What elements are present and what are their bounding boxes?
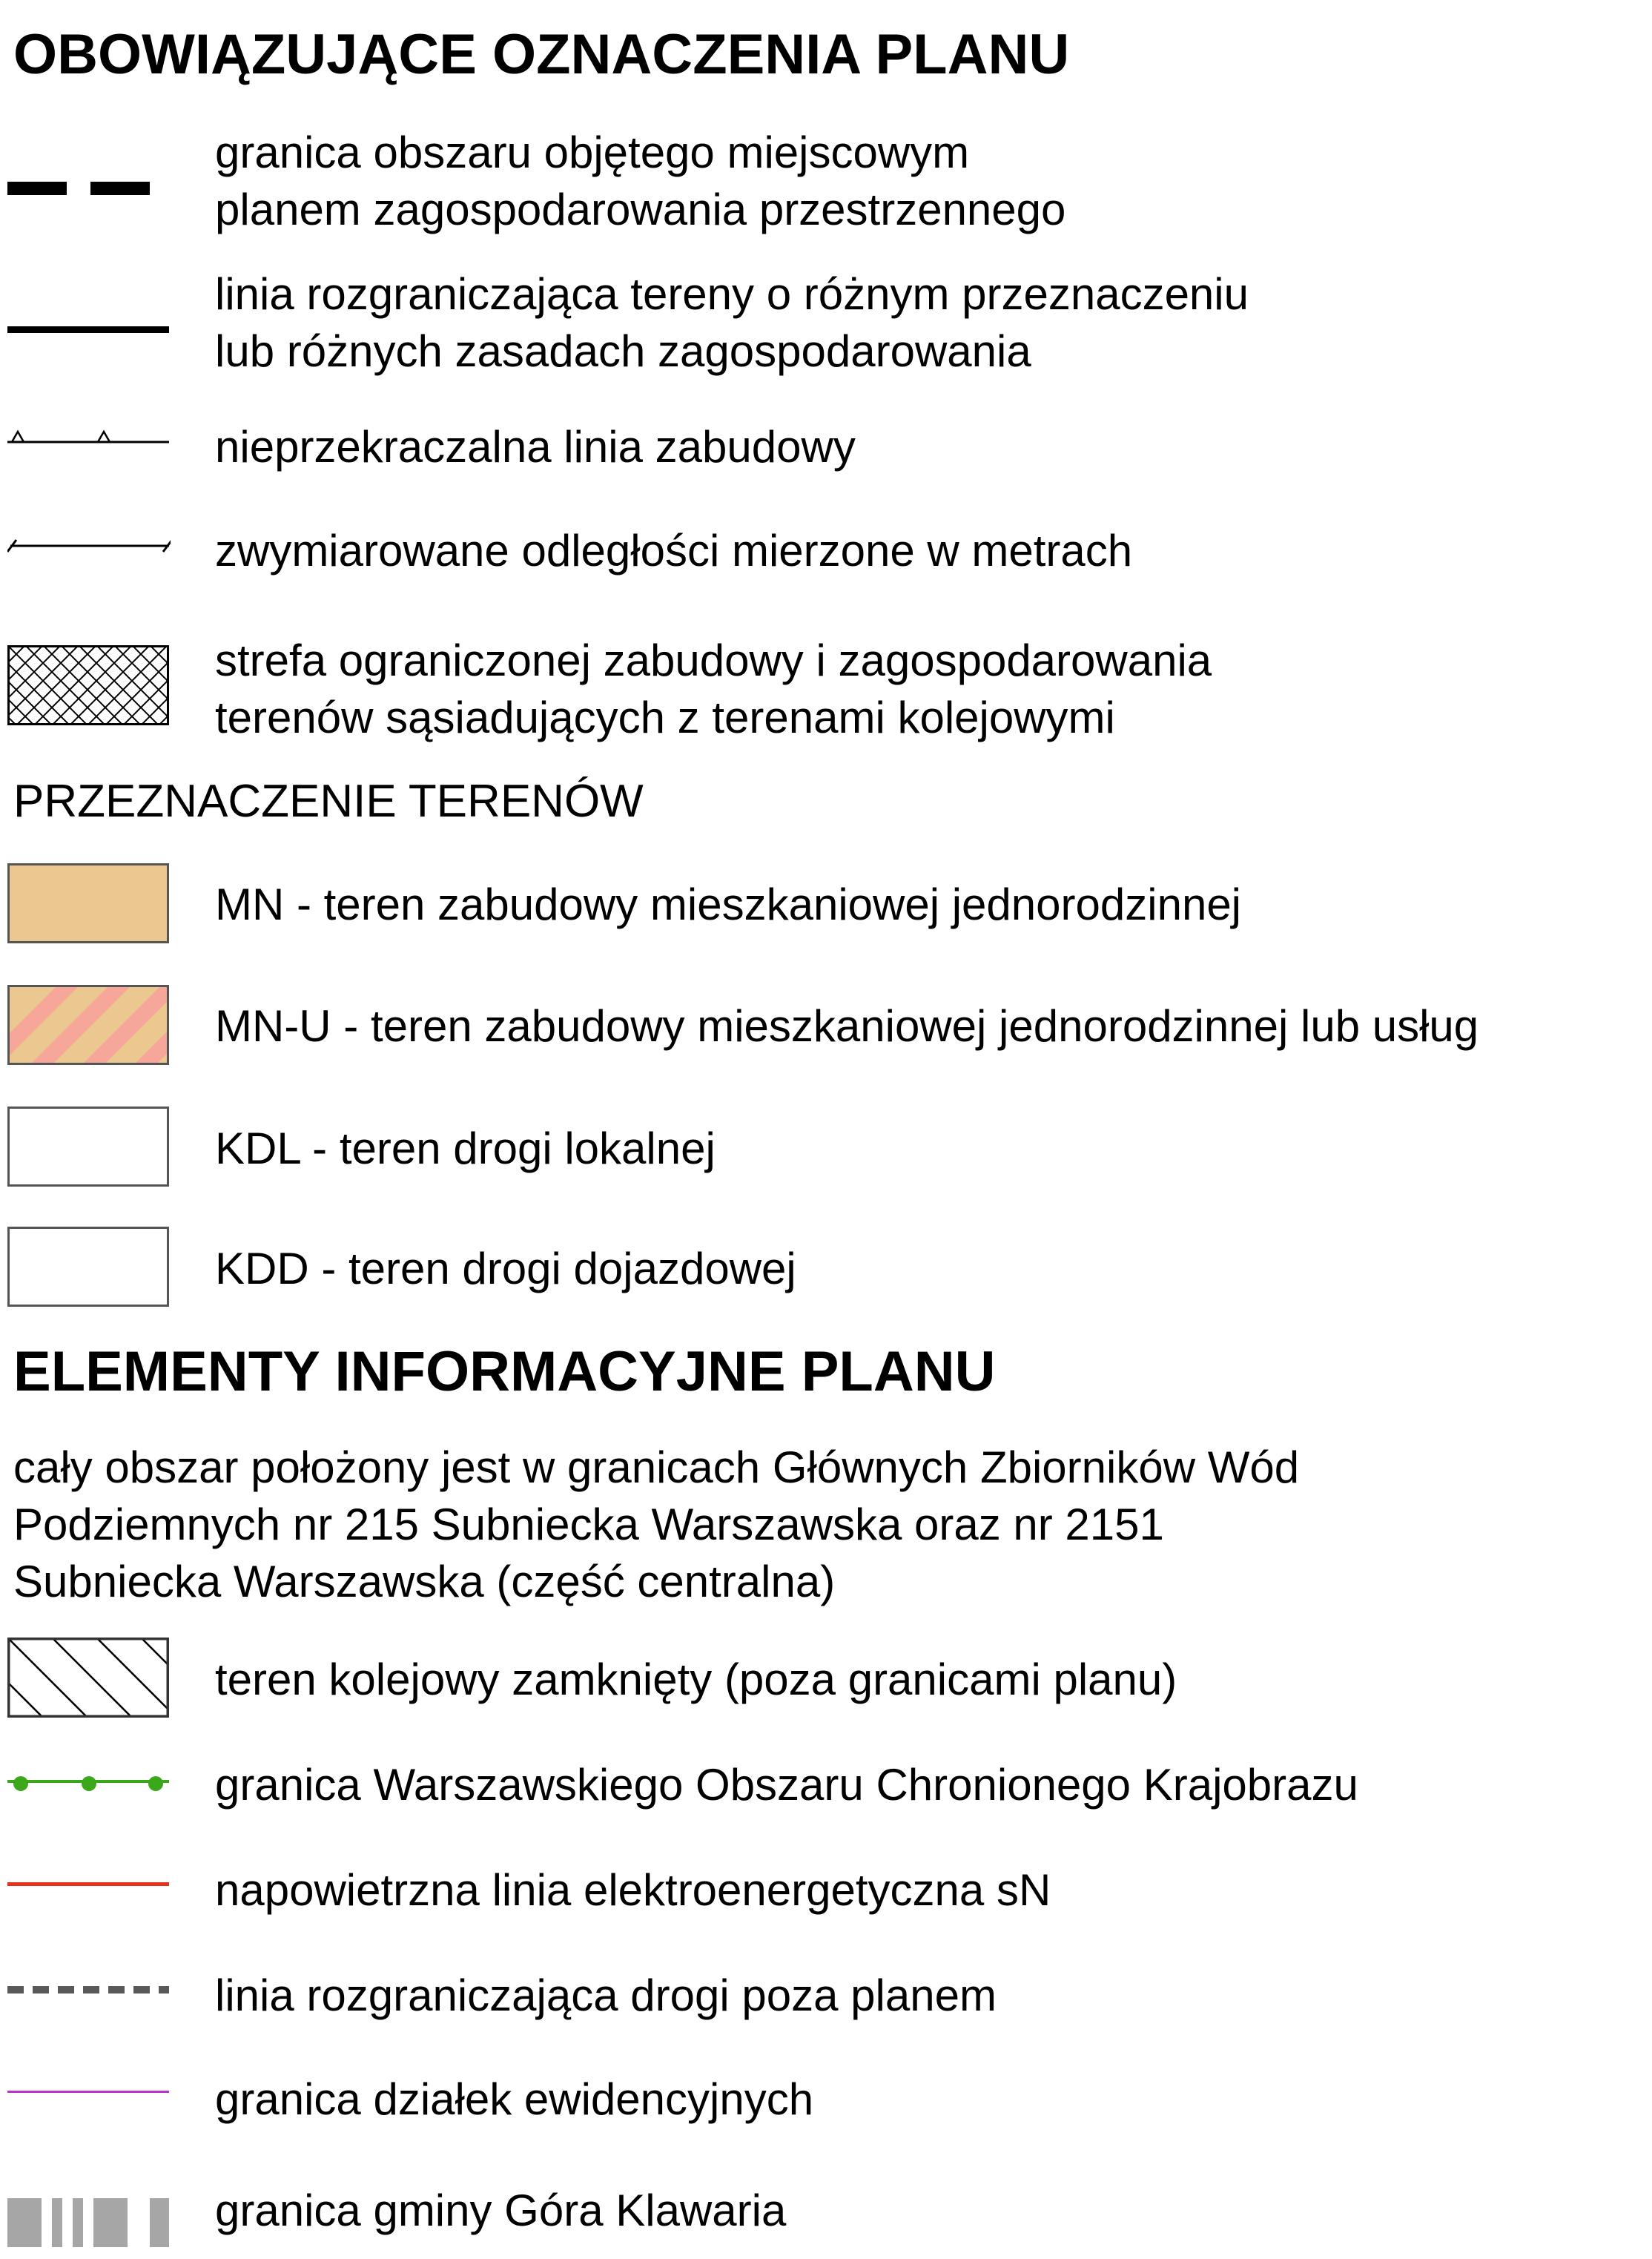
legend-label-dividing-line-1: linia rozgraniczająca tereny o różnym przeznaczeniu bbox=[215, 269, 1249, 319]
legend-label-power-line: napowietrzna linia elektroenergetyczna sN bbox=[215, 1865, 1051, 1915]
heading-informative-elements: ELEMENTY INFORMACYJNE PLANU bbox=[13, 1340, 996, 1403]
gray-dashed-line-icon bbox=[7, 1983, 171, 1998]
subheading-land-use: PRZEZNACZENIE TERENÓW bbox=[13, 776, 644, 827]
legend-label-plan-boundary-1: granica obszaru objętego miejscowym bbox=[215, 128, 970, 177]
legend-label-road-line-outside: linia rozgraniczająca drogi poza planem bbox=[215, 1971, 997, 2020]
legend-label-mn: MN - teren zabudowy mieszkaniowej jednorodzinnej bbox=[215, 880, 1242, 929]
legend-label-mn-u: MN-U - teren zabudowy mieszkaniowej jednorodzinnej lub usług bbox=[215, 1001, 1479, 1051]
dashed-boundary-line-icon bbox=[7, 178, 156, 200]
legend-label-kdl: KDL - teren drogi lokalnej bbox=[215, 1124, 716, 1173]
legend-label-railway-zone-2: terenów sąsiadujących z terenami kolejowymi bbox=[215, 693, 1115, 742]
legend-label-railway-zone-1: strefa ograniczonej zabudowy i zagospodarowania bbox=[215, 636, 1212, 685]
mn-u-striped-swatch-icon bbox=[7, 985, 169, 1065]
gray-bars-boundary-icon bbox=[7, 2195, 171, 2249]
heading-binding-designations: OBOWIĄZUJĄCE OZNACZENIA PLANU bbox=[13, 23, 1070, 86]
legend-label-dimensions: zwymiarowane odległości mierzone w metrach bbox=[215, 526, 1133, 576]
red-line-icon bbox=[7, 1879, 171, 1891]
building-line-triangles-icon bbox=[7, 420, 171, 449]
legend-label-protected-landscape: granica Warszawskiego Obszaru Chronionego Krajobrazu bbox=[215, 1760, 1358, 1810]
legend-label-kdd: KDD - teren drogi dojazdowej bbox=[215, 1244, 796, 1293]
diagonal-hatch-railway-icon bbox=[7, 1638, 169, 1718]
legend-label-plan-boundary-2: planem zagospodarowania przestrzennego bbox=[215, 185, 1066, 234]
informative-note-line-1: cały obszar położony jest w granicach Głównych Zbiorników Wód bbox=[13, 1442, 1300, 1492]
legend-label-municipality-boundary: granica gminy Góra Klawaria bbox=[215, 2186, 787, 2235]
purple-line-icon bbox=[7, 2088, 171, 2096]
green-dotted-line-icon bbox=[7, 1771, 178, 1793]
kdd-swatch-icon bbox=[7, 1227, 169, 1307]
dimension-line-icon bbox=[7, 534, 171, 556]
mn-swatch-icon bbox=[7, 863, 169, 943]
legend-label-dividing-line-2: lub różnych zasadach zagospodarowania bbox=[215, 326, 1031, 376]
legend-label-parcels: granica działek ewidencyjnych bbox=[215, 2074, 814, 2124]
kdl-swatch-icon bbox=[7, 1107, 169, 1187]
informative-note-line-2: Podziemnych nr 215 Subniecka Warszawska oraz nr 2151 bbox=[13, 1500, 1164, 1549]
legend-label-building-line: nieprzekraczalna linia zabudowy bbox=[215, 422, 856, 472]
solid-line-icon bbox=[7, 323, 171, 338]
informative-note-line-3: Subniecka Warszawska (część centralna) bbox=[13, 1557, 836, 1606]
legend-label-railway: teren kolejowy zamknięty (poza granicami planu) bbox=[215, 1655, 1177, 1704]
crosshatch-zone-icon bbox=[7, 645, 169, 725]
